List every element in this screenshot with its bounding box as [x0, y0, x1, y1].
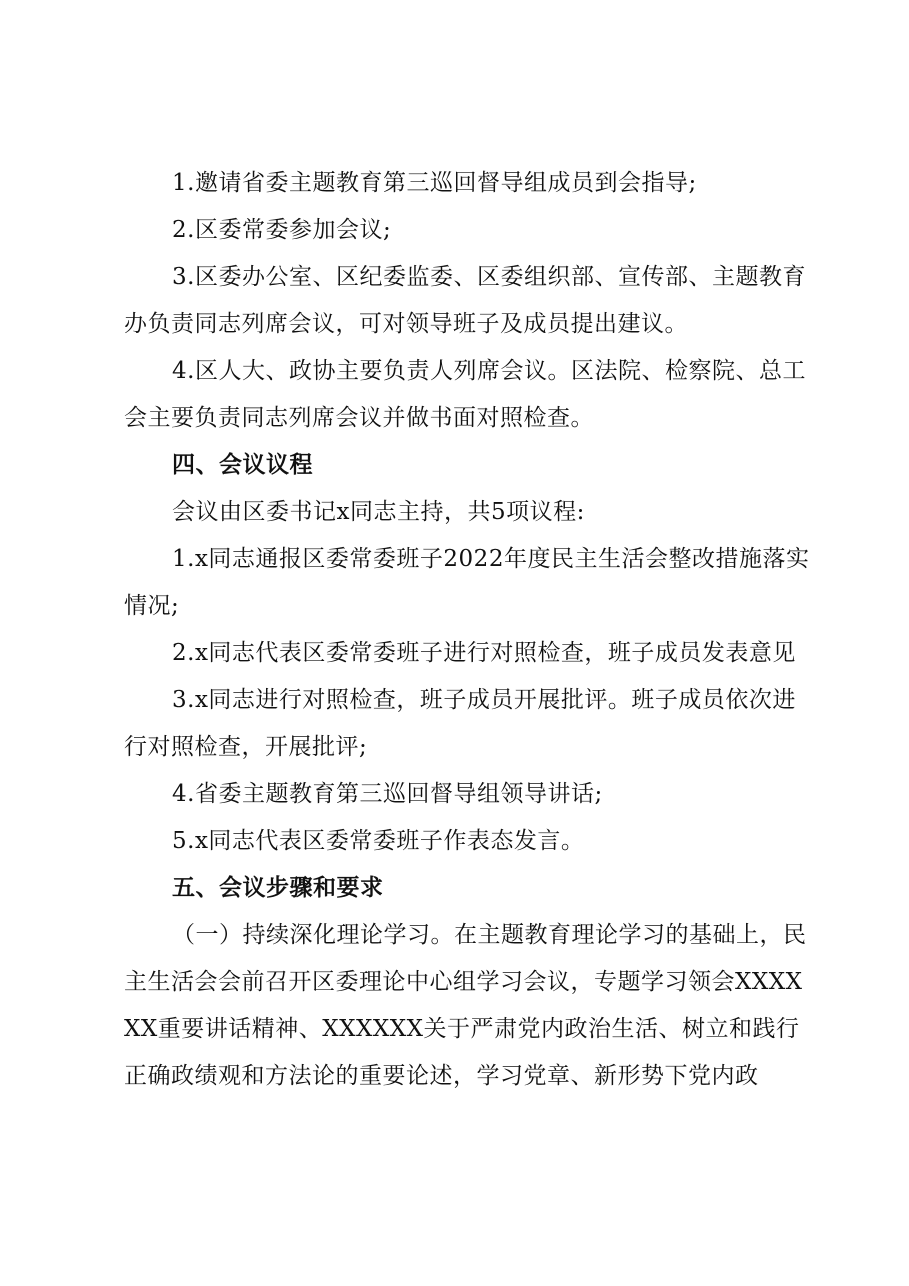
agenda-item-3: 3.x同志进行对照检查，班子成员开展批评。班子成员依次进行对照检查，开展批评;	[124, 687, 796, 760]
paragraph-invite-supervision-group: 1.邀请省委主题教育第三巡回督导组成员到会指导;	[172, 170, 697, 196]
agenda-item-1: 1.x同志通报区委常委班子2022年度民主生活会整改措施落实情况;	[124, 546, 810, 619]
agenda-item-2: 2.x同志代表区委常委班子进行对照检查，班子成员发表意见	[172, 640, 796, 666]
agenda-item-4: 4.省委主题教育第三巡回督导组领导讲话;	[172, 781, 603, 807]
section-heading-agenda: 四、会议议程	[172, 452, 313, 478]
paragraph-offices-attend: 3.区委办公室、区纪委监委、区委组织部、宣传部、主题教育办负责同志列席会议，可对领导班子及成员提出建议。	[124, 264, 806, 337]
paragraph-theory-study: （一）持续深化理论学习。在主题教育理论学习的基础上，民主生活会会前召开区委理论中心组学习会议，专题学习领会XXXXXX重要讲话精神、XXXXXX关于严肃党内政治生活、树立和践行正确政绩观和方法论的重要论述，学习党章、新形势下党内政	[124, 922, 807, 1089]
paragraph-agenda-intro: 会议由区委书记x同志主持，共5项议程:	[172, 499, 585, 525]
paragraph-standing-committee-attend: 2.区委常委参加会议;	[172, 217, 392, 243]
document-body	[124, 160, 814, 1100]
paragraph-npc-cppcc-attend: 4.区人大、政协主要负责人列席会议。区法院、检察院、总工会主要负责同志列席会议并做书面对照检查。	[124, 358, 806, 431]
agenda-item-5: 5.x同志代表区委常委班子作表态发言。	[172, 828, 585, 854]
section-heading-steps: 五、会议步骤和要求	[172, 875, 384, 901]
